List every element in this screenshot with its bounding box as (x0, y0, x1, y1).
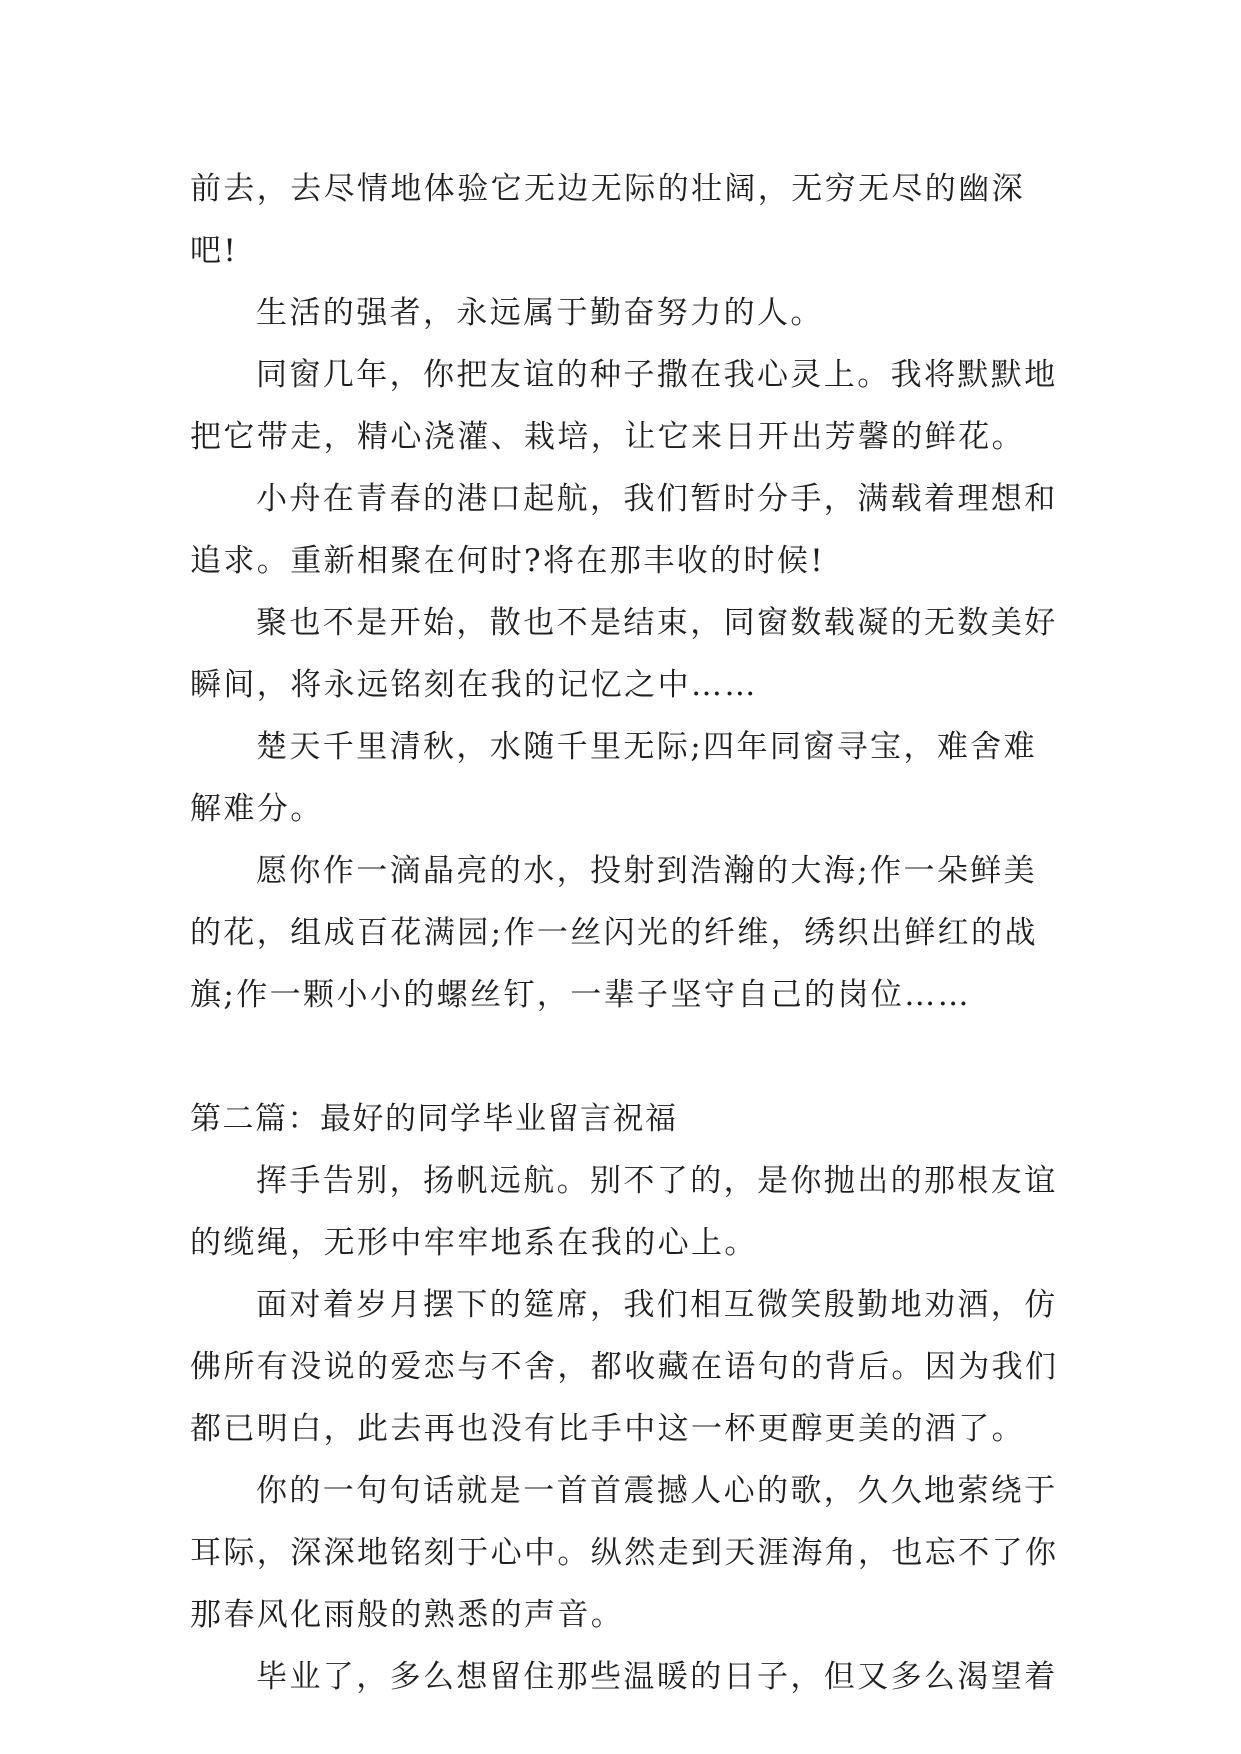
paragraph: 毕业了，多么想留住那些温暖的日子，但又多么渴望着 (256, 1659, 1058, 1695)
paragraph: 愿你作一滴晶亮的水，投射到浩瀚的大海;作一朵鲜美的花，组成百花满园;作一丝闪光的纤维，绣织出鲜红的战旗;作一颗小小的螺丝钉，一辈子坚守自己的岗位…… (190, 853, 1038, 1013)
paragraph-continuation: 前去，去尽情地体验它无边无际的壮阔，无穷无尽的幽深吧! (190, 171, 1025, 269)
paragraph: 面对着岁月摆下的筵席，我们相互微笑殷勤地劝酒，仿佛所有没说的爱恋与不舍，都收藏在语句的背后。因为我们都已明白，此去再也没有比手中这一杯更醇更美的酒了。 (190, 1287, 1059, 1447)
paragraph: 小舟在青春的港口起航，我们暂时分手，满载着理想和追求。重新相聚在何时?将在那丰收的时候! (190, 481, 1058, 579)
paragraph: 同窗几年，你把友谊的种子撒在我心灵上。我将默默地把它带走，精心浇灌、栽培，让它来日开出芳馨的鲜花。 (190, 357, 1058, 455)
paragraph: 聚也不是开始，散也不是结束，同窗数载凝的无数美好瞬间，将永远铭刻在我的记忆之中…… (190, 605, 1058, 703)
document-body (190, 158, 1060, 1708)
paragraph: 挥手告别，扬帆远航。别不了的，是你抛出的那根友谊的缆绳，无形中牢牢地系在我的心上。 (190, 1163, 1058, 1261)
paragraph: 楚天千里清秋，水随千里无际;四年同窗寻宝，难舍难解难分。 (190, 729, 1038, 827)
section-heading: 第二篇：最好的同学毕业留言祝福 (190, 1101, 678, 1137)
paragraph: 你的一句句话就是一首首震撼人心的歌，久久地萦绕于耳际，深深地铭刻于心中。纵然走到天涯海角，也忘不了你那春风化雨般的熟悉的声音。 (190, 1473, 1059, 1633)
paragraph: 生活的强者，永远属于勤奋努力的人。 (256, 295, 824, 331)
